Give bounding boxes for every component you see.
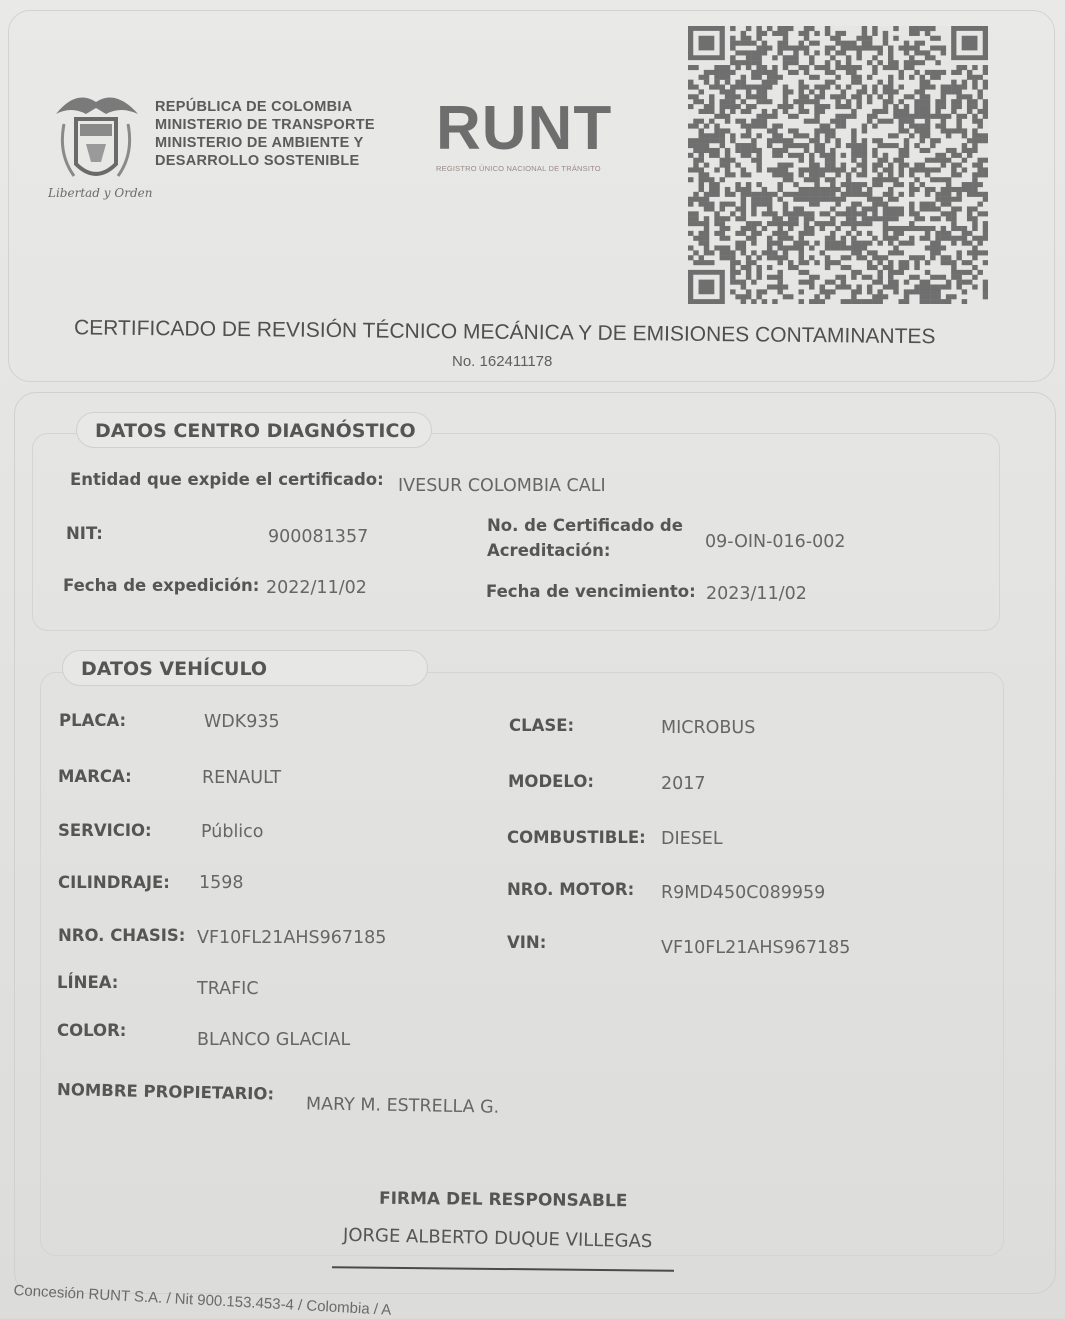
runt-subtitle: REGISTRO ÚNICO NACIONAL DE TRÁNSITO [436,164,601,173]
ministry-line: DESARROLLO SOSTENIBLE [155,153,360,169]
vehiculo-section [40,672,1004,1256]
servicio-label: SERVICIO: [58,821,152,840]
vin-value: VF10FL21AHS967185 [661,938,851,958]
marca-label: MARCA: [58,767,132,786]
modelo-value: 2017 [661,774,706,794]
document-title: CERTIFICADO DE REVISIÓN TÉCNICO MECÁNICA Y DE EMISIONES CONTAMINANTES [73,316,936,349]
ministry-line: REPÚBLICA DE COLOMBIA [155,99,353,115]
clase-label: CLASE: [509,716,575,735]
centro-heading: DATOS CENTRO DIAGNÓSTICO [76,412,432,448]
vencimiento-value: 2023/11/02 [706,584,807,604]
nit-value: 900081357 [268,527,369,547]
entidad-label: Entidad que expide el certificado: [70,470,384,489]
motor-value: R9MD450C089959 [661,883,826,903]
footer-text: Concesión RUNT S.A. / Nit 900.153.453-4 / Colombia / A [13,1282,392,1319]
qr-code-icon [688,26,988,304]
color-label: COLOR: [57,1021,127,1040]
ministry-block [155,98,415,170]
combustible-label: COMBUSTIBLE: [507,828,646,847]
linea-label: LÍNEA: [57,973,119,992]
clase-value: MICROBUS [661,718,756,738]
motor-label: NRO. MOTOR: [507,880,635,899]
ministry-line: MINISTERIO DE TRANSPORTE [155,117,375,133]
marca-value: RENAULT [202,768,282,788]
chasis-label: NRO. CHASIS: [58,926,186,945]
acreditacion-value: 09-OIN-016-002 [705,532,846,552]
document-number: No. 162411178 [452,353,553,370]
vin-label: VIN: [507,933,547,952]
vehiculo-heading: DATOS VEHÍCULO [62,650,428,686]
combustible-value: DIESEL [661,829,723,849]
cilindraje-value: 1598 [199,873,244,893]
propietario-label: NOMBRE PROPIETARIO: [56,1080,275,1104]
linea-value: TRAFIC [197,979,259,999]
cilindraje-label: CILINDRAJE: [58,873,170,892]
expedicion-value: 2022/11/02 [266,578,367,598]
nit-label: NIT: [66,524,103,543]
vencimiento-label: Fecha de vencimiento: [486,582,696,601]
ministry-line: MINISTERIO DE AMBIENTE Y [155,135,364,151]
entidad-value: IVESUR COLOMBIA CALI [398,476,606,496]
propietario-value: MARY M. ESTRELLA G. [305,1094,500,1118]
chasis-value: VF10FL21AHS967185 [197,928,387,948]
color-value: BLANCO GLACIAL [197,1030,351,1050]
firma-label: FIRMA DEL RESPONSABLE [378,1188,628,1212]
expedicion-label: Fecha de expedición: [63,576,260,595]
servicio-value: Público [201,822,264,842]
coat-motto: Libertad y Orden [48,186,153,200]
firma-name: JORGE ALBERTO DUQUE VILLEGAS [342,1224,653,1253]
placa-label: PLACA: [59,711,127,730]
modelo-label: MODELO: [508,772,594,791]
placa-value: WDK935 [204,712,280,732]
acreditacion-label: No. de Certificado de Acreditación: [487,516,683,560]
runt-logo: RUNT [436,94,613,163]
